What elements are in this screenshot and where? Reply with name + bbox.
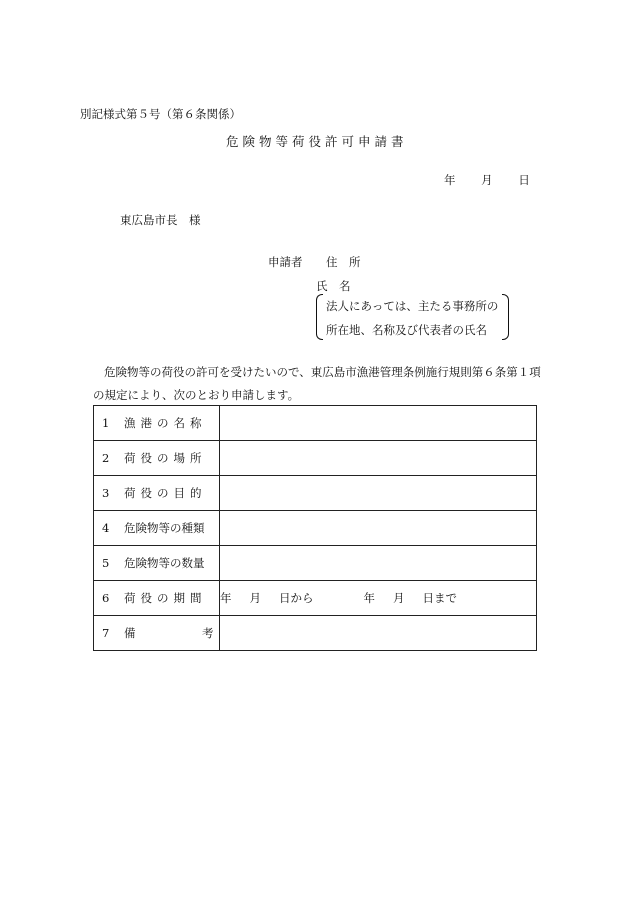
row-number: 1	[102, 416, 110, 430]
row-number: 7	[102, 626, 110, 640]
row-label-text: 漁港の名称	[124, 416, 207, 430]
row-label-text: 荷役の場所	[124, 451, 207, 465]
row-label	[94, 581, 220, 616]
row-label-text: 危険物等の種類	[124, 521, 205, 535]
handling-period-field[interactable]	[220, 581, 537, 616]
date-line	[444, 172, 552, 188]
date-month: 月	[481, 173, 493, 187]
period-end-day: 日まで	[422, 591, 457, 605]
address-label: 住 所	[326, 255, 361, 269]
row-number: 2	[102, 451, 110, 465]
remarks-field[interactable]	[220, 616, 537, 651]
applicant-label: 申請者	[268, 255, 303, 269]
remarks-label-char2: 考	[202, 626, 214, 640]
row-label	[94, 511, 220, 546]
table-row	[94, 581, 537, 616]
row-label	[94, 476, 220, 511]
table-row	[94, 441, 537, 476]
recipient: 東広島市長 様	[120, 213, 201, 227]
document-title: 危険物等荷役許可申請書	[226, 134, 408, 149]
fishing-port-name-field[interactable]	[220, 406, 537, 441]
corporate-note-line2: 所在地、名称及び代表者の氏名	[326, 323, 487, 337]
row-number: 3	[102, 486, 110, 500]
table-row	[94, 546, 537, 581]
form-number-label: 別記様式第５号（第６条関係）	[80, 107, 241, 121]
remarks-label-char1: 備	[124, 626, 136, 640]
row-label-text: 荷役の目的	[124, 486, 207, 500]
row-label	[94, 546, 220, 581]
row-number: 5	[102, 556, 110, 570]
bracket-right	[502, 294, 509, 340]
table-row	[94, 476, 537, 511]
period-end-month: 月	[393, 591, 405, 605]
hazardous-material-quantity-field[interactable]	[220, 546, 537, 581]
handling-purpose-field[interactable]	[220, 476, 537, 511]
date-year: 年	[444, 173, 456, 187]
handling-location-field[interactable]	[220, 441, 537, 476]
period-start-month: 月	[249, 591, 261, 605]
date-day: 日	[518, 173, 530, 187]
period-start-day: 日から	[279, 591, 314, 605]
table-row	[94, 406, 537, 441]
bracket-left	[316, 294, 323, 340]
hazardous-material-type-field[interactable]	[220, 511, 537, 546]
corporate-note-line1: 法人にあっては、主たる事務所の	[326, 299, 499, 313]
row-label	[94, 616, 220, 651]
application-table	[93, 405, 537, 651]
body-text-line2: の規定により、次のとおり申請します。	[93, 388, 300, 402]
row-number: 4	[102, 521, 110, 535]
row-label	[94, 441, 220, 476]
row-number: 6	[102, 591, 110, 605]
period-start-year: 年	[220, 591, 232, 605]
table-row	[94, 511, 537, 546]
body-text-line1: 危険物等の荷役の許可を受けたいので、東広島市漁港管理条例施行規則第６条第１項	[104, 365, 541, 379]
row-label	[94, 406, 220, 441]
row-label-text: 危険物等の数量	[124, 556, 205, 570]
period-end-year: 年	[363, 591, 375, 605]
table-row	[94, 616, 537, 651]
row-label-text: 荷役の期間	[124, 591, 207, 605]
name-label: 氏 名	[316, 279, 351, 293]
